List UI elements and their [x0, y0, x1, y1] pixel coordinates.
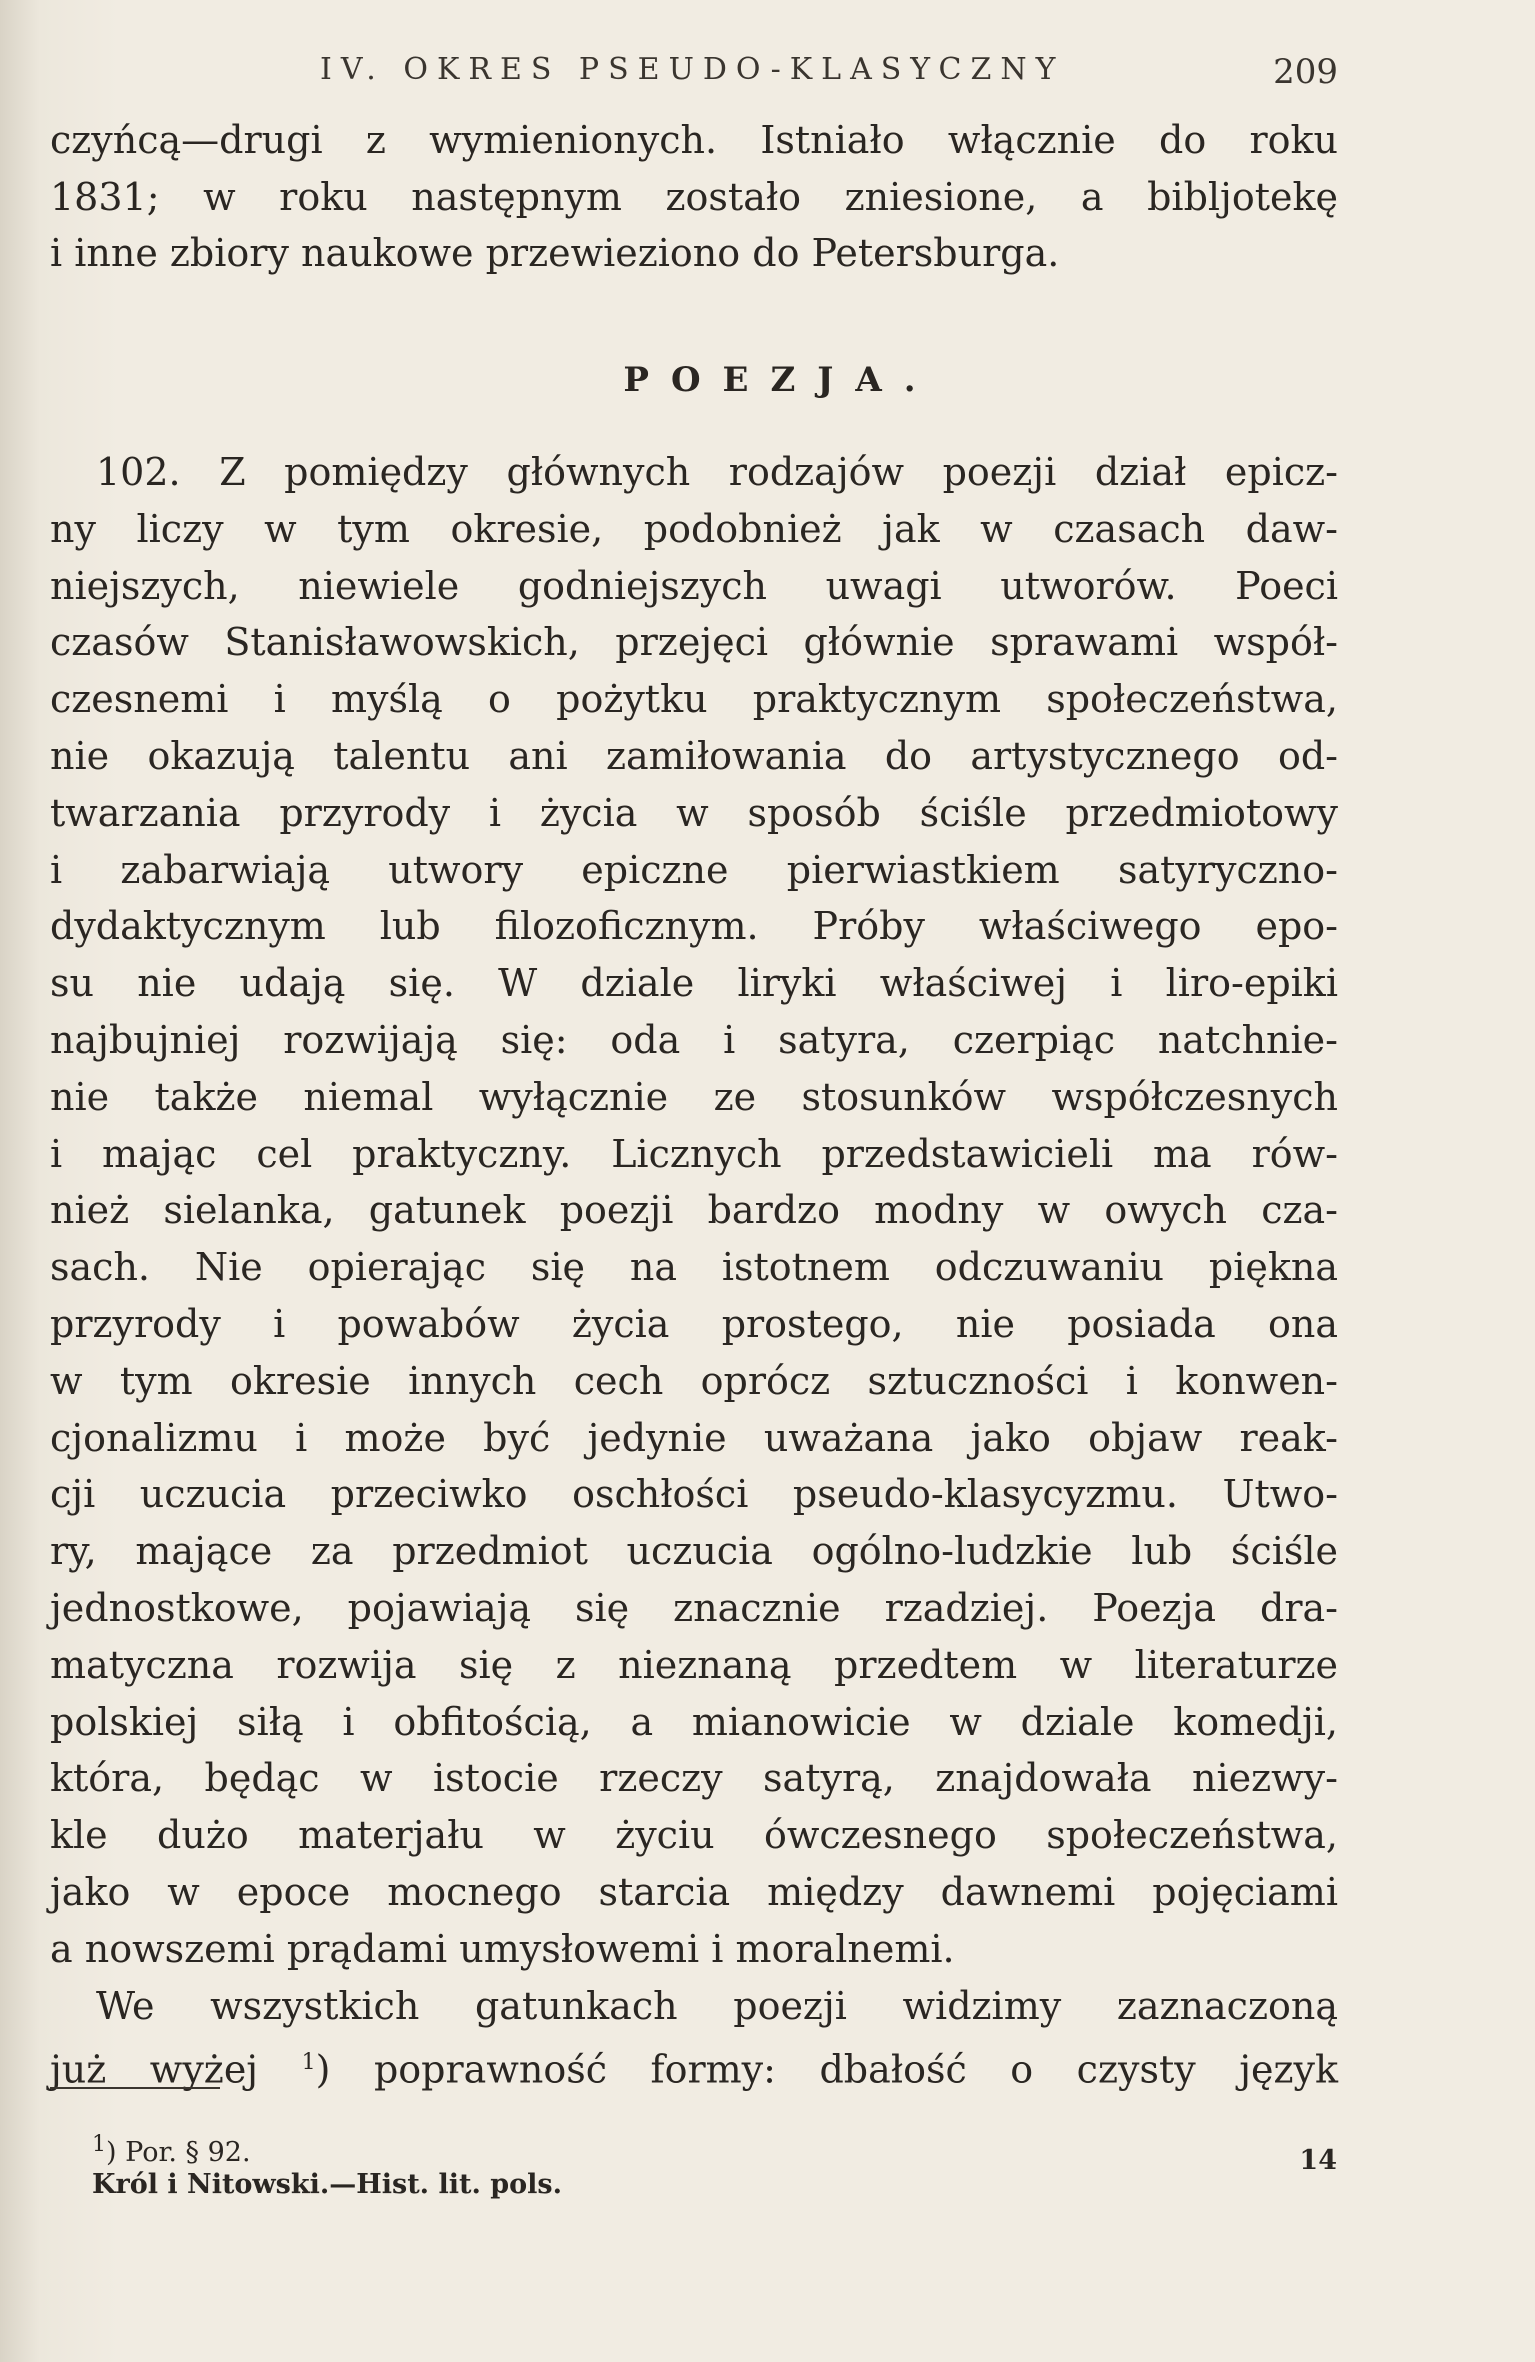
text-line: twarzania przyrody i życia w sposób ściśle przedmiotowy — [50, 790, 1338, 835]
text-line: nie okazują talentu ani zamiłowania do artystycznego od- — [50, 733, 1338, 778]
text-line: a nowszemi prądami umysłowemi i moralnemi. — [50, 1926, 955, 1971]
text-line: dydaktycznym lub filozoficznym. Próby właściwego epo- — [50, 904, 1338, 949]
footnote-reference: 1 — [301, 2049, 316, 2075]
text-line: i zabarwiają utwory epiczne pierwiastkiem satyryczno- — [50, 847, 1338, 892]
text-line: jednostkowe, pojawiają się znacznie rzadziej. Poezja dra- — [50, 1585, 1338, 1630]
running-title: IV. OKRES PSEUDO-KLASYCZNY — [320, 52, 1065, 87]
footnote-marker: 1 — [92, 2132, 106, 2157]
text-line: We wszystkich gatunkach poezji widzimy zaznaczoną — [96, 1984, 1338, 2028]
text-line: czasów Stanisławowskich, przejęci głównie sprawami współ- — [50, 620, 1338, 665]
text-fragment: już wyżej — [50, 2047, 302, 2092]
text-line: ry, mające za przedmiot uczucia ogólno-ludzkie lub ściśle — [50, 1529, 1338, 1574]
text-line: ny liczy w tym okresie, podobnież jak w czasach daw- — [50, 506, 1338, 551]
text-line — [50, 2035, 1338, 2092]
text-line: cji uczucia przeciwko oschłości pseudo-klasycyzmu. Utwo- — [50, 1472, 1338, 1517]
text-line: czyńcą—drugi z wymienionych. Istniało włącznie do roku — [50, 118, 1338, 162]
text-line: i inne zbiory naukowe przewieziono do Petersburga. — [50, 231, 1060, 276]
text-line: przyrody i powabów życia prostego, nie posiada ona — [50, 1301, 1338, 1346]
text-line: niejszych, niewiele godniejszych uwagi utworów. Poeci — [50, 563, 1338, 608]
paragraph-continuation — [50, 1978, 1338, 2092]
footnote-divider — [50, 2087, 220, 2089]
text-line: i mając cel praktyczny. Licznych przedstawicieli ma rów- — [50, 1131, 1338, 1176]
text-line: która, będąc w istocie rzeczy satyrą, znajdowała niezwy- — [50, 1756, 1338, 1801]
page-number: 209 — [1273, 52, 1338, 92]
text-line: matyczna rozwija się z nieznaną przedtem w literaturze — [50, 1642, 1338, 1687]
sheet-number: 14 — [1299, 2145, 1337, 2176]
text-fragment: ) poprawność formy: dbałość o czysty język — [315, 2047, 1338, 2092]
text-line: najbujniej rozwijają się: oda i satyra, czerpiąc natchnie- — [50, 1017, 1338, 1062]
page-header — [320, 52, 1338, 102]
text-line: nie także niemal wyłącznie ze stosunków współczesnych — [50, 1074, 1338, 1119]
text-line: 102. Z pomiędzy głównych rodzajów poezji dział epicz- — [96, 450, 1338, 494]
printer-signature: Król i Nitowski.—Hist. lit. pols. — [92, 2169, 563, 2200]
intro-paragraph — [50, 112, 1338, 282]
text-line: polskiej siłą i obfitością, a mianowicie w dziale komedji, — [50, 1699, 1338, 1744]
paragraph-102 — [50, 444, 1338, 1978]
footnote-1 — [92, 2125, 1338, 2168]
footnote-text: ) Por. § 92. — [106, 2137, 251, 2168]
footnotes — [92, 2125, 1338, 2205]
text-line: w tym okresie innych cech oprócz sztuczności i konwen- — [50, 1358, 1338, 1403]
text-line: nież sielanka, gatunek poezji bardzo modny w owych cza- — [50, 1188, 1338, 1233]
text-line: cjonalizmu i może być jedynie uważana jako objaw reak- — [50, 1415, 1338, 1460]
text-line: su nie udają się. W dziale liryki właściwej i liro-epiki — [50, 961, 1338, 1006]
text-line: czesnemi i myślą o pożytku praktycznym społeczeństwa, — [50, 677, 1338, 722]
text-line: sach. Nie opierając się na istotnem odczuwaniu piękna — [50, 1245, 1338, 1290]
text-line: kle dużo materjału w życiu ówczesnego społeczeństwa, — [50, 1813, 1338, 1858]
text-line: 1831; w roku następnym zostało zniesione, a bibljotekę — [50, 174, 1338, 219]
section-heading: POEZJA. — [623, 360, 938, 400]
text-line: jako w epoce mocnego starcia między dawnemi pojęciami — [50, 1869, 1338, 1914]
